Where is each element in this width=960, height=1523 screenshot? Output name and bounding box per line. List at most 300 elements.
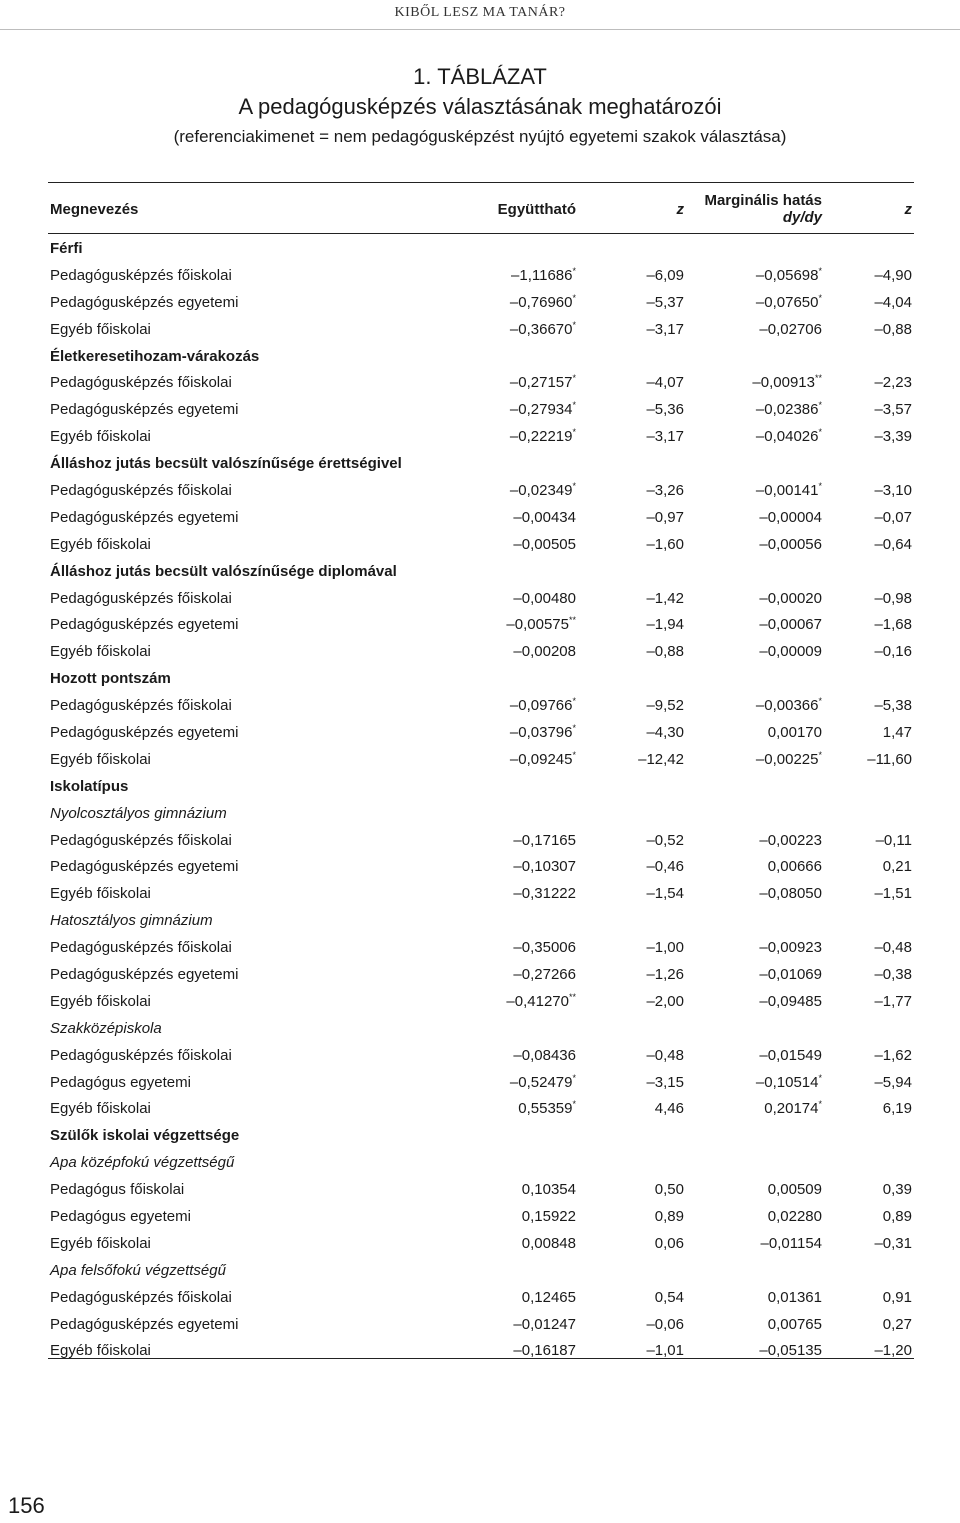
z2-cell-value: 0,91 [882, 1288, 912, 1306]
z2-cell-value: –0,98 [874, 589, 912, 607]
coef-cell [443, 262, 578, 289]
z2-cell [824, 692, 914, 719]
row-label [48, 504, 443, 531]
page-number: 156 [8, 1493, 45, 1518]
table-row [48, 531, 914, 558]
z1-cell [578, 638, 686, 665]
z1-cell [578, 853, 686, 880]
table-row [48, 1230, 914, 1257]
coef-cell-value: –0,00434 [513, 508, 576, 526]
z1-cell-value: –5,36 [646, 401, 684, 419]
table-row [48, 585, 914, 612]
table-title: A pedagógusképzés választásának meghatározói [238, 94, 722, 119]
z1-cell [578, 719, 686, 746]
z2-cell-value: –0,64 [874, 535, 912, 553]
z1-cell [578, 504, 686, 531]
col-header-z2 [824, 183, 914, 235]
marginal-cell [686, 1284, 824, 1311]
significance-marker: * [572, 1072, 576, 1083]
row-label-value: Egyéb főiskolai [50, 750, 151, 768]
z1-cell [578, 262, 686, 289]
row-label-value: Pedagógusképzés főiskolai [50, 266, 232, 284]
marginal-cell [686, 692, 824, 719]
coef-cell [443, 1176, 578, 1203]
section-heading-row [48, 665, 914, 692]
marginal-cell-value: –0,02386 [755, 401, 819, 419]
coef-cell-value: –0,27266 [513, 965, 576, 983]
z1-cell [578, 531, 686, 558]
marginal-cell-value: –0,00067 [759, 616, 822, 634]
row-label-value: Pedagógusképzés főiskolai [50, 374, 232, 392]
table-row [48, 1203, 914, 1230]
table-subtitle: (referenciakimenet = nem pedagógusképzést nyújtó egyetemi szakok választása) [173, 127, 787, 146]
row-label-value: Pedagógusképzés egyetemi [50, 293, 239, 311]
row-label [48, 827, 443, 854]
row-label-value: Pedagógusképzés főiskolai [50, 939, 232, 957]
significance-marker: * [818, 427, 822, 438]
table-row [48, 638, 914, 665]
marginal-cell [686, 1203, 824, 1230]
coef-cell [443, 961, 578, 988]
significance-marker: * [818, 1072, 822, 1083]
z1-cell-value: –5,37 [646, 293, 684, 311]
row-label-value: Pedagógusképzés egyetemi [50, 858, 239, 876]
marginal-cell-value: –0,04026 [755, 428, 819, 446]
z2-cell [824, 531, 914, 558]
marginal-cell [686, 1176, 824, 1203]
coef-cell-value: –0,16187 [513, 1342, 576, 1360]
z2-cell [824, 1284, 914, 1311]
row-label [48, 477, 443, 504]
coef-cell-value: –0,27157 [509, 374, 573, 392]
significance-marker: * [818, 292, 822, 303]
marginal-cell [686, 1069, 824, 1096]
coef-cell [443, 289, 578, 316]
z2-cell [824, 1230, 914, 1257]
z2-cell [824, 1311, 914, 1338]
col-header-coef: Együttható [497, 200, 576, 218]
marginal-cell [686, 934, 824, 961]
z2-cell-value: –4,04 [874, 293, 912, 311]
row-label [48, 289, 443, 316]
row-label [48, 1096, 443, 1123]
z2-cell-value: –0,88 [874, 320, 912, 338]
coef-cell-value: –0,08436 [513, 1046, 576, 1064]
z2-cell [824, 477, 914, 504]
row-label [48, 1176, 443, 1203]
coef-cell [443, 934, 578, 961]
z2-cell-value: –11,60 [867, 750, 912, 768]
col-header-name: Megnevezés [50, 200, 139, 218]
row-label-value: Egyéb főiskolai [50, 428, 151, 446]
coef-cell [443, 1069, 578, 1096]
row-label [48, 1042, 443, 1069]
z2-cell [824, 1338, 914, 1365]
z2-cell-value: 0,39 [882, 1181, 912, 1199]
z2-cell-value: –0,38 [874, 965, 912, 983]
table-row [48, 316, 914, 343]
z1-cell [578, 423, 686, 450]
coef-cell-value: 0,55359 [518, 1100, 573, 1118]
results-table [48, 183, 914, 1364]
row-label [48, 396, 443, 423]
z1-cell-value: –3,26 [646, 481, 684, 499]
z1-cell-value: –2,00 [646, 992, 684, 1010]
z2-cell-value: –0,48 [874, 939, 912, 957]
table-number: 1. TÁBLÁZAT [413, 64, 547, 89]
z2-cell-value: –1,20 [874, 1342, 912, 1360]
z1-cell-value: 0,06 [654, 1234, 684, 1252]
marginal-cell-value: –0,01069 [759, 965, 822, 983]
table-row [48, 477, 914, 504]
z1-cell-value: –1,01 [646, 1342, 684, 1360]
table-row [48, 1176, 914, 1203]
z2-cell-value: –1,68 [874, 616, 912, 634]
marginal-cell [686, 423, 824, 450]
z2-cell [824, 934, 914, 961]
significance-marker: * [818, 696, 822, 707]
coef-cell-value: –0,00505 [513, 535, 576, 553]
marginal-cell [686, 1311, 824, 1338]
row-label [48, 531, 443, 558]
row-label-value: Pedagógus főiskolai [50, 1181, 185, 1199]
marginal-cell [686, 880, 824, 907]
z2-cell [824, 880, 914, 907]
z2-cell [824, 746, 914, 773]
marginal-cell [686, 1338, 824, 1365]
row-label-value: Pedagógusképzés főiskolai [50, 1288, 232, 1306]
row-label-value: Egyéb főiskolai [50, 320, 151, 338]
significance-marker: * [572, 1099, 576, 1110]
coef-cell-value: –1,11686 [511, 266, 573, 284]
coef-cell [443, 316, 578, 343]
section-heading-row [48, 773, 914, 800]
z1-cell-value: –1,94 [646, 616, 684, 634]
row-label [48, 1203, 443, 1230]
marginal-cell-value: 0,00765 [767, 1315, 822, 1333]
marginal-cell-value: –0,02706 [759, 320, 822, 338]
z1-cell [578, 1042, 686, 1069]
z1-cell-value: –0,52 [646, 831, 684, 849]
marginal-cell-value: 0,00666 [767, 858, 822, 876]
significance-marker: * [818, 400, 822, 411]
z2-cell [824, 316, 914, 343]
table-row [48, 504, 914, 531]
coef-cell [443, 1284, 578, 1311]
marginal-cell [686, 289, 824, 316]
row-label-value: Egyéb főiskolai [50, 1234, 151, 1252]
section-heading-row [48, 235, 914, 262]
z1-cell-value: –4,07 [646, 374, 684, 392]
z2-cell [824, 504, 914, 531]
z1-cell [578, 396, 686, 423]
row-label [48, 1311, 443, 1338]
coef-cell-value: 0,12465 [521, 1288, 576, 1306]
coef-cell [443, 1338, 578, 1365]
table-row [48, 369, 914, 396]
table-row [48, 396, 914, 423]
marginal-cell [686, 1230, 824, 1257]
z2-cell [824, 827, 914, 854]
z2-cell-value: –3,57 [874, 401, 912, 419]
coef-cell [443, 827, 578, 854]
coef-cell [443, 504, 578, 531]
z2-cell [824, 369, 914, 396]
z1-cell [578, 1230, 686, 1257]
z1-cell-value: –3,17 [646, 428, 684, 446]
row-label-value: Pedagógus egyetemi [50, 1073, 191, 1091]
z1-cell-value: –0,48 [646, 1046, 684, 1064]
coef-cell [443, 638, 578, 665]
z2-cell-value: –3,10 [874, 481, 912, 499]
table-row [48, 1284, 914, 1311]
subsection-heading: Szakközépiskola [50, 1019, 162, 1037]
marginal-cell [686, 477, 824, 504]
marginal-cell [686, 262, 824, 289]
marginal-cell-value: –0,00004 [759, 508, 822, 526]
z1-cell [578, 934, 686, 961]
row-label [48, 611, 443, 638]
z2-cell-value: –2,23 [874, 374, 912, 392]
marginal-cell [686, 585, 824, 612]
z1-cell-value: –1,26 [646, 965, 684, 983]
z1-cell [578, 988, 686, 1015]
marginal-cell-value: –0,09485 [759, 992, 822, 1010]
z2-cell-value: –1,51 [874, 885, 912, 903]
coef-cell [443, 611, 578, 638]
row-label-value: Pedagógusképzés egyetemi [50, 1315, 239, 1333]
significance-marker: * [572, 722, 576, 733]
coef-cell-value: –0,00480 [513, 589, 576, 607]
significance-marker: * [818, 1099, 822, 1110]
z2-cell-value: –1,77 [874, 992, 912, 1010]
section-heading: Álláshoz jutás becsült valószínűsége diplomával [50, 562, 397, 580]
z2-cell [824, 289, 914, 316]
z2-cell-value: –1,62 [874, 1046, 912, 1064]
marginal-cell-value: –0,00923 [759, 939, 822, 957]
significance-marker: * [818, 480, 822, 491]
subsection-heading-row [48, 907, 914, 934]
row-label [48, 638, 443, 665]
marginal-cell-value: 0,01361 [767, 1288, 822, 1306]
table-row [48, 961, 914, 988]
coef-cell-value: 0,00848 [521, 1234, 576, 1252]
coef-cell-value: –0,76960 [509, 293, 573, 311]
z1-cell [578, 316, 686, 343]
coef-cell-value: –0,17165 [513, 831, 576, 849]
row-label-value: Pedagógusképzés főiskolai [50, 831, 232, 849]
coef-cell-value: –0,27934 [509, 401, 573, 419]
z1-cell-value: 0,54 [654, 1288, 684, 1306]
marginal-cell-value: –0,05135 [759, 1342, 822, 1360]
row-label-value: Pedagógus egyetemi [50, 1208, 191, 1225]
marginal-cell-value: 0,20174 [764, 1100, 819, 1118]
z1-cell [578, 1311, 686, 1338]
coef-cell [443, 1096, 578, 1123]
row-label-value: Egyéb főiskolai [50, 643, 151, 661]
table-row [48, 1311, 914, 1338]
z1-cell [578, 611, 686, 638]
coef-cell-value: –0,09245 [509, 750, 573, 768]
coef-cell [443, 1042, 578, 1069]
row-label [48, 262, 443, 289]
z2-cell-value: 0,27 [882, 1315, 912, 1333]
z1-cell-value: –3,17 [646, 320, 684, 338]
z1-cell-value: –3,15 [646, 1073, 684, 1091]
subsection-heading: Hatosztályos gimnázium [50, 912, 213, 930]
subsection-heading-row [48, 1015, 914, 1042]
table-row [48, 719, 914, 746]
marginal-cell [686, 531, 824, 558]
z1-cell-value: –0,46 [646, 858, 684, 876]
marginal-cell-value: 0,02280 [767, 1208, 822, 1225]
marginal-cell-value: –0,01154 [760, 1234, 822, 1252]
z1-cell [578, 477, 686, 504]
marginal-cell-value: –0,08050 [759, 885, 822, 903]
z1-cell [578, 692, 686, 719]
subsection-heading-row [48, 1257, 914, 1284]
table-row [48, 988, 914, 1015]
marginal-cell [686, 827, 824, 854]
z2-cell [824, 396, 914, 423]
significance-marker: * [572, 319, 576, 330]
z1-cell-value: 0,50 [654, 1181, 684, 1199]
section-heading: Szülők iskolai végzettsége [50, 1127, 240, 1145]
z2-cell-value: –0,16 [874, 643, 912, 661]
z2-cell-value: 0,89 [882, 1208, 912, 1225]
section-heading-row [48, 343, 914, 370]
row-label [48, 1284, 443, 1311]
z1-cell-value: –9,52 [646, 697, 684, 715]
coef-cell [443, 880, 578, 907]
z1-cell [578, 961, 686, 988]
coef-cell-value: –0,22219 [509, 428, 573, 446]
coef-cell [443, 477, 578, 504]
marginal-cell [686, 1096, 824, 1123]
coef-cell [443, 531, 578, 558]
z1-cell-value: –1,42 [646, 589, 684, 607]
row-label-value: Pedagógusképzés egyetemi [50, 723, 239, 741]
marginal-cell [686, 961, 824, 988]
coef-cell [443, 396, 578, 423]
row-label [48, 719, 443, 746]
section-heading: Hozott pontszám [50, 670, 171, 688]
coef-cell-value: –0,36670 [509, 320, 573, 338]
row-label-value: Egyéb főiskolai [50, 535, 151, 553]
table-row [48, 262, 914, 289]
table-row [48, 880, 914, 907]
subsection-heading: Apa középfokú végzettségű [50, 1154, 235, 1172]
row-label-value: Pedagógusképzés főiskolai [50, 1046, 232, 1064]
row-label [48, 369, 443, 396]
z2-cell-value: –3,39 [874, 428, 912, 446]
coef-cell-value: –0,00208 [513, 643, 576, 661]
z2-cell [824, 988, 914, 1015]
z1-cell [578, 746, 686, 773]
z2-cell-value: –0,07 [874, 508, 912, 526]
subsection-heading-row [48, 800, 914, 827]
row-label [48, 934, 443, 961]
row-label [48, 585, 443, 612]
table-header [48, 183, 914, 235]
coef-cell-value: –0,09766 [509, 697, 573, 715]
row-label [48, 423, 443, 450]
z2-cell [824, 1042, 914, 1069]
section-heading-row [48, 450, 914, 477]
table-row [48, 1338, 914, 1365]
z1-cell-value: –0,88 [646, 643, 684, 661]
row-label-value: Pedagógusképzés főiskolai [50, 589, 232, 607]
row-label-value: Egyéb főiskolai [50, 1100, 151, 1118]
coef-cell-value: –0,10307 [513, 858, 576, 876]
marginal-cell-value: –0,00056 [759, 535, 822, 553]
z1-cell [578, 827, 686, 854]
marginal-cell [686, 316, 824, 343]
col-header-z1 [578, 183, 686, 235]
coef-cell [443, 719, 578, 746]
marginal-cell-value: –0,00225 [755, 750, 819, 768]
marginal-cell [686, 1042, 824, 1069]
coef-cell-value: –0,00575 [506, 616, 569, 634]
z2-cell [824, 611, 914, 638]
table-row [48, 423, 914, 450]
row-label-value: Pedagógusképzés főiskolai [50, 697, 232, 715]
section-heading-row [48, 558, 914, 585]
section-heading: Iskolatípus [50, 777, 129, 795]
z2-cell [824, 1069, 914, 1096]
z2-cell [824, 585, 914, 612]
coef-cell-value: –0,52479 [509, 1073, 573, 1091]
row-label-value: Egyéb főiskolai [50, 992, 151, 1010]
z1-cell-value: –6,09 [646, 266, 684, 284]
significance-marker: * [572, 373, 576, 384]
marginal-cell-value: –0,01549 [759, 1046, 822, 1064]
subsection-heading: Apa felsőfokú végzettségű [50, 1261, 226, 1279]
significance-marker: * [818, 265, 822, 276]
table-row [48, 289, 914, 316]
z1-cell-value: –1,54 [646, 885, 684, 903]
z2-cell-value: –0,11 [875, 831, 912, 849]
marginal-cell [686, 853, 824, 880]
row-label [48, 316, 443, 343]
row-label [48, 746, 443, 773]
z2-cell-value: 0,21 [882, 858, 912, 876]
table-row [48, 611, 914, 638]
coef-cell [443, 1311, 578, 1338]
coef-cell-value: –0,41270 [506, 992, 569, 1010]
table-row [48, 827, 914, 854]
table-row [48, 934, 914, 961]
z1-cell-value: –0,06 [646, 1315, 684, 1333]
table-row [48, 853, 914, 880]
marginal-cell [686, 719, 824, 746]
marginal-cell-value: –0,00141 [755, 481, 819, 499]
z2-cell-value: –5,94 [874, 1073, 912, 1091]
significance-marker: ** [568, 991, 576, 1002]
z1-cell-value: –12,42 [638, 750, 684, 768]
table-row [48, 1042, 914, 1069]
z1-cell-value: –4,30 [646, 723, 684, 741]
coef-cell [443, 1230, 578, 1257]
z1-cell [578, 585, 686, 612]
table-row [48, 692, 914, 719]
row-label [48, 1338, 443, 1365]
row-label-value: Pedagógusképzés egyetemi [50, 616, 239, 634]
row-label [48, 988, 443, 1015]
significance-marker: * [572, 400, 576, 411]
marginal-cell-value: –0,00366 [755, 697, 819, 715]
z1-cell-value: 0,89 [654, 1208, 684, 1225]
